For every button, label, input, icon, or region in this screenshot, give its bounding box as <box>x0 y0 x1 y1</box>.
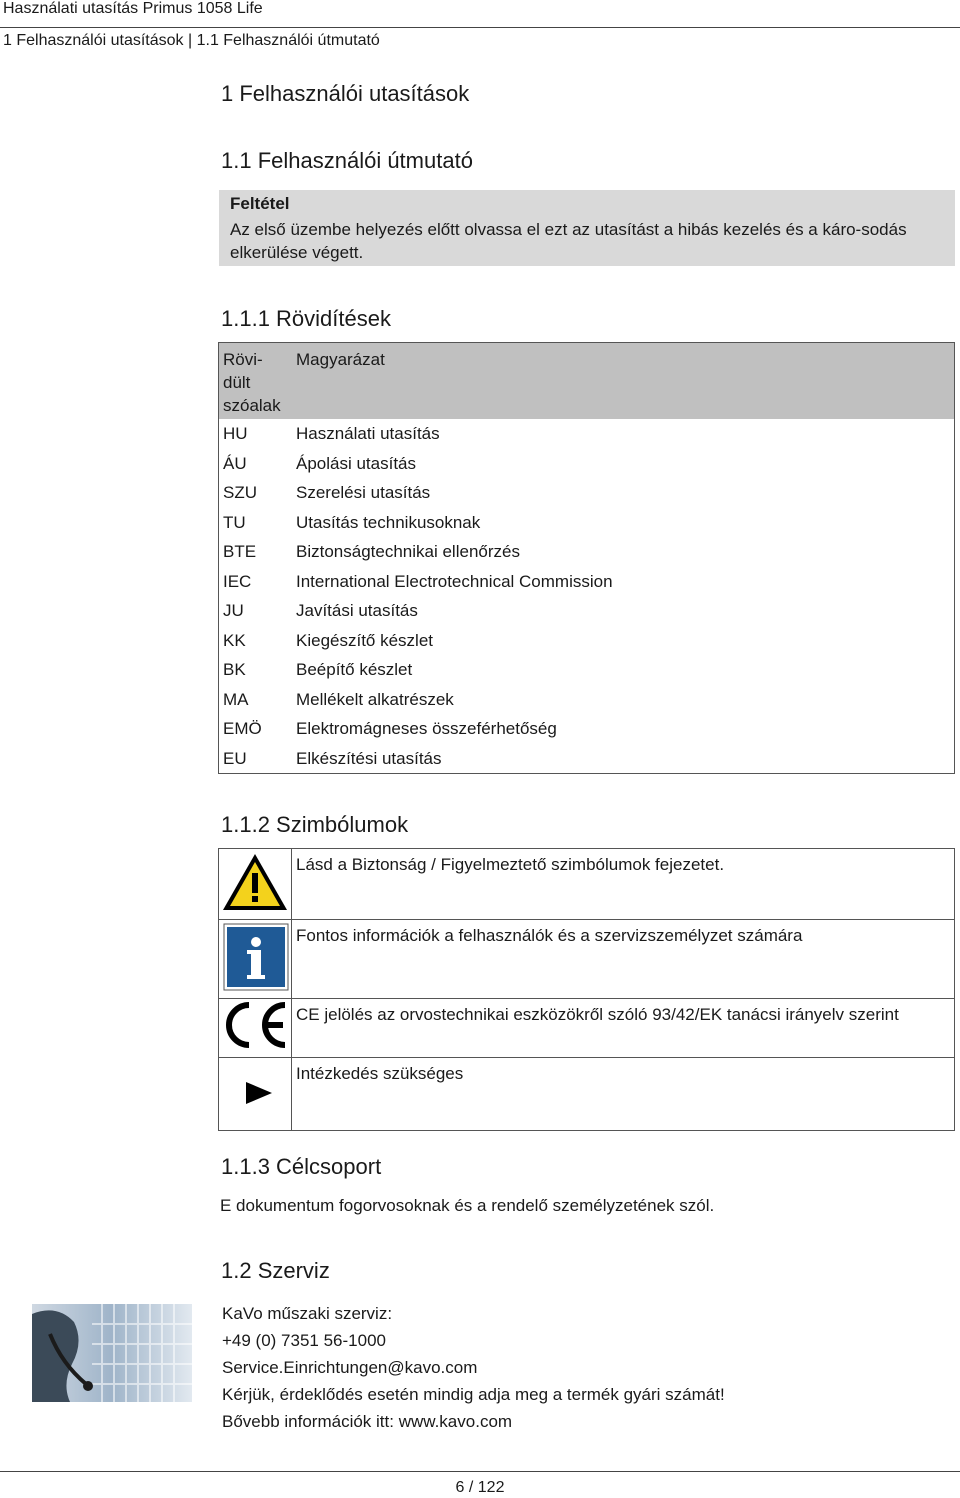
footer-divider <box>0 1471 960 1472</box>
service-website[interactable]: Bővebb információk itt: www.kavo.com <box>222 1412 513 1431</box>
ce-mark-icon <box>219 999 291 1051</box>
symbols-table <box>218 848 955 1131</box>
abbr-cell: MA <box>223 689 249 709</box>
document-title: Használati utasítás Primus 1058 Life <box>3 0 263 17</box>
explanation-cell: Elektromágneses összeférhetőség <box>296 719 557 738</box>
page-number: 6 / 122 <box>455 1479 505 1496</box>
symbols-title: 1.1.2 Szimbólumok <box>221 812 409 837</box>
abbr-cell: BK <box>223 660 246 679</box>
abbr-column-header: Rövi-dült szóalak <box>219 343 293 420</box>
table-row <box>219 626 955 656</box>
condition-text: Az első üzembe helyezés előtt olvassa el ezt az utasítást a hibás kezelés és a káro-sodás elkerülése végett. <box>230 220 907 262</box>
symbol-description: Lásd a Biztonság / Figyelmeztető szimbólumok fejezetet. <box>292 849 955 920</box>
service-contact <box>222 1300 725 1435</box>
target-group-title: 1.1.3 Célcsoport <box>221 1154 382 1179</box>
explanation-cell: Biztonságtechnikai ellenőrzés <box>296 542 520 561</box>
abbr-cell: JU <box>223 601 244 620</box>
abbreviations-table <box>218 342 955 774</box>
info-icon <box>220 920 290 992</box>
table-row <box>219 714 955 744</box>
warning-triangle-icon <box>220 849 290 913</box>
table-row <box>219 596 955 626</box>
explanation-cell: Utasítás technikusoknak <box>296 512 481 532</box>
target-group-text: E dokumentum fogorvosoknak és a rendelő személyzetének szól. <box>220 1196 715 1215</box>
table-row <box>219 685 955 715</box>
service-note: Kérjük, érdeklődés esetén mindig adja meg a termék gyári számát! <box>222 1385 725 1404</box>
symbol-description: Fontos információk a felhasználók és a szervizszemélyzet számára <box>292 920 955 999</box>
symbol-cell <box>219 849 292 920</box>
abbr-cell: HU <box>223 424 248 443</box>
symbol-cell <box>219 1058 292 1131</box>
service-phone: +49 (0) 7351 56-1000 <box>222 1331 386 1350</box>
abbr-cell: TU <box>223 512 246 532</box>
abbr-cell: BTE <box>223 542 257 561</box>
table-row <box>219 537 955 567</box>
explanation-cell: Javítási utasítás <box>296 601 418 620</box>
explanation-cell: Beépítő készlet <box>296 660 413 679</box>
explanation-column-header: Magyarázat <box>292 343 955 420</box>
service-headset-photo <box>32 1304 192 1402</box>
abbr-cell: EU <box>223 748 247 768</box>
explanation-cell: Kiegészítő készlet <box>296 630 434 650</box>
symbol-description: CE jelölés az orvostechnikai eszközökről szóló 93/42/EK tanácsi irányelv szerint <box>292 999 955 1058</box>
explanation-cell: Mellékelt alkatrészek <box>296 689 454 709</box>
section-1-1-title: 1.1 Felhasználói útmutató <box>221 148 473 173</box>
header-divider <box>0 27 960 28</box>
abbr-cell: SZU <box>223 483 257 502</box>
explanation-cell: Szerelési utasítás <box>296 483 431 502</box>
table-row <box>219 744 955 774</box>
abbreviations-title: 1.1.1 Rövidítések <box>221 306 391 331</box>
condition-note <box>219 190 955 266</box>
breadcrumb: 1 Felhasználói utasítások | 1.1 Felhasználói útmutató <box>3 32 380 49</box>
symbol-cell <box>219 999 292 1058</box>
table-row <box>219 449 955 479</box>
table-row <box>219 508 955 538</box>
table-row <box>219 478 955 508</box>
explanation-cell: International Electrotechnical Commission <box>296 571 613 591</box>
table-row <box>219 567 955 597</box>
service-email[interactable]: Service.Einrichtungen@kavo.com <box>222 1358 478 1377</box>
explanation-cell: Használati utasítás <box>296 424 440 443</box>
abbr-cell: IEC <box>223 571 252 591</box>
symbol-description: Intézkedés szükséges <box>292 1058 955 1131</box>
service-label: KaVo műszaki szerviz: <box>222 1304 393 1323</box>
abbr-cell: EMÖ <box>223 719 262 738</box>
explanation-cell: Elkészítési utasítás <box>296 748 442 768</box>
table-row <box>219 419 955 449</box>
symbol-cell <box>219 920 292 999</box>
section-1-title: 1 Felhasználói utasítások <box>221 81 470 106</box>
table-row <box>219 655 955 685</box>
abbr-cell: ÁU <box>223 453 247 473</box>
condition-title: Feltétel <box>230 194 290 213</box>
abbr-cell: KK <box>223 630 246 650</box>
explanation-cell: Ápolási utasítás <box>296 453 417 473</box>
play-arrow-icon <box>220 1058 290 1124</box>
service-title: 1.2 Szerviz <box>221 1258 330 1283</box>
